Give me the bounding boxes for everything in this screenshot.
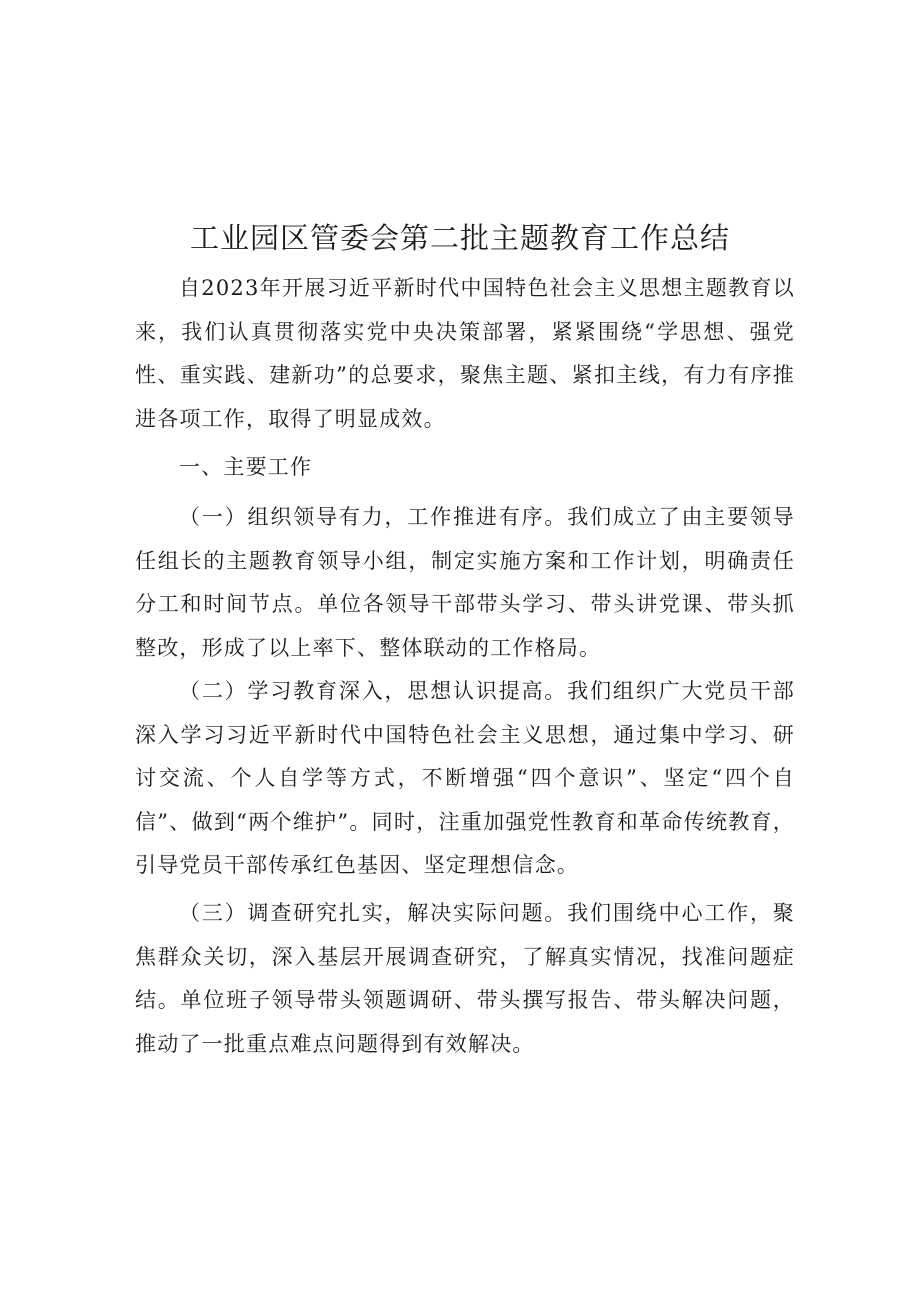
intro-paragraph: 自2023年开展习近平新时代中国特色社会主义思想主题教育以来，我们认真贯彻落实党中央决策部署，紧紧围绕“学思想、强党性、重实践、建新功”的总要求，聚焦主题、紧扣主线，有力有序推进各项工作，取得了明显成效。: [135, 276, 795, 431]
section-3-paragraph: （三）调查研究扎实，解决实际问题。我们围绕中心工作，聚焦群众关切，深入基层开展调查研究，了解真实情况，找准问题症结。单位班子领导带头领题调研、带头撰写报告、带头解决问题，推动了一批重点难点问题得到有效解决。: [135, 901, 795, 1056]
section-2-paragraph: （二）学习教育深入，思想认识提高。我们组织广大党员干部深入学习习近平新时代中国特色社会主义思想，通过集中学习、研讨交流、个人自学等方式，不断增强“四个意识”、坚定“四个自信”、做到“两个维护”。同时，注重加强党性教育和革命传统教育，引导党员干部传承红色基因、坚定理想信念。: [135, 679, 795, 877]
section-heading-main-work: 一、主要工作: [179, 455, 313, 479]
document-title: 工业园区管委会第二批主题教育工作总结: [189, 221, 730, 255]
section-1-paragraph: （一）组织领导有力，工作推进有序。我们成立了由主要领导任组长的主题教育领导小组，制定实施方案和工作计划，明确责任分工和时间节点。单位各领导干部带头学习、带头讲党课、带头抓整改，形成了以上率下、整体联动的工作格局。: [135, 505, 795, 660]
